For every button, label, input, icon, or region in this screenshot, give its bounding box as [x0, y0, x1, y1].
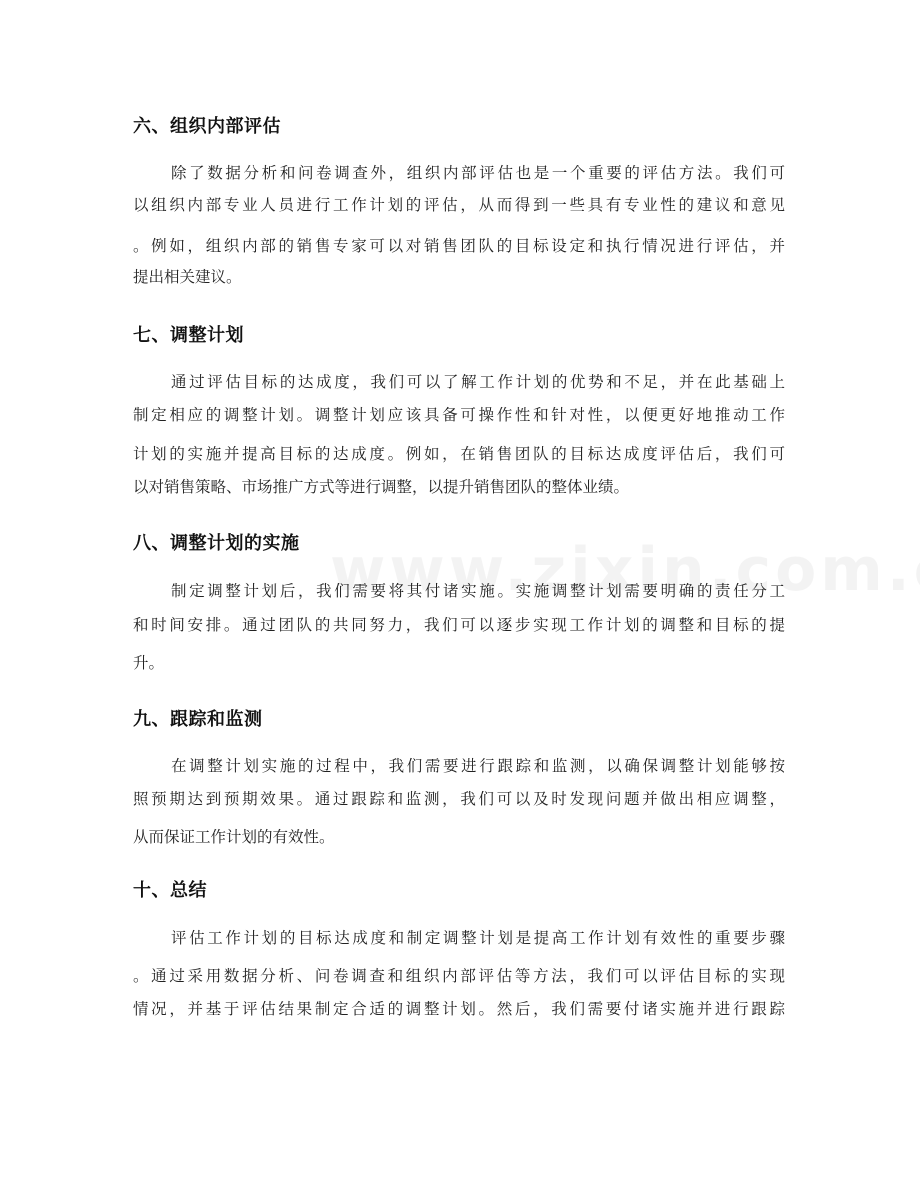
paragraph-line: 以对销售策略、市场推广方式等进行调整，以提升销售团队的整体业绩。	[133, 478, 630, 496]
paragraph-line: 评估工作计划的目标达成度和制定调整计划是提高工作计划有效性的重要步骤	[171, 929, 785, 947]
section-heading: 六、组织内部评估	[133, 116, 281, 137]
paragraph-line: 计划的实施并提高目标的达成度。例如，在销售团队的目标达成度评估后，我们可	[133, 445, 785, 463]
paragraph-line: 制定相应的调整计划。调整计划应该具备可操作性和针对性，以便更好地推动工作	[133, 406, 785, 424]
paragraph-line: 照预期达到预期效果。通过跟踪和监测，我们可以及时发现问题并做出相应调整，	[133, 790, 785, 808]
section-heading: 十、总结	[133, 880, 207, 901]
paragraph-line: 提出相关建议。	[133, 268, 242, 286]
paragraph-line: 通过评估目标的达成度，我们可以了解工作计划的优势和不足，并在此基础上	[171, 373, 785, 391]
section-heading: 八、调整计划的实施	[133, 533, 300, 554]
paragraph-line: 和时间安排。通过团队的共同努力，我们可以逐步实现工作计划的调整和目标的提	[133, 616, 785, 634]
paragraph-line: 从而保证工作计划的有效性。	[133, 828, 335, 846]
paragraph-line: 以组织内部专业人员进行工作计划的评估，从而得到一些具有专业性的建议和意见	[133, 196, 785, 214]
section-heading: 九、跟踪和监测	[133, 709, 263, 730]
paragraph-line: 情况，并基于评估结果制定合适的调整计划。然后，我们需要付诸实施并进行跟踪	[133, 1000, 785, 1018]
paragraph-line: 在调整计划实施的过程中，我们需要进行跟踪和监测，以确保调整计划能够按	[171, 757, 785, 775]
paragraph-line: 除了数据分析和问卷调查外，组织内部评估也是一个重要的评估方法。我们可	[171, 164, 785, 182]
paragraph-line: 制定调整计划后，我们需要将其付诸实施。实施调整计划需要明确的责任分工	[171, 582, 785, 600]
section-heading: 七、调整计划	[133, 325, 244, 346]
paragraph-line: 。例如，组织内部的销售专家可以对销售团队的目标设定和执行情况进行评估，并	[133, 237, 785, 255]
paragraph-line: 升。	[133, 654, 165, 672]
paragraph-line: 。通过采用数据分析、问卷调查和组织内部评估等方法，我们可以评估目标的实现	[133, 967, 785, 985]
